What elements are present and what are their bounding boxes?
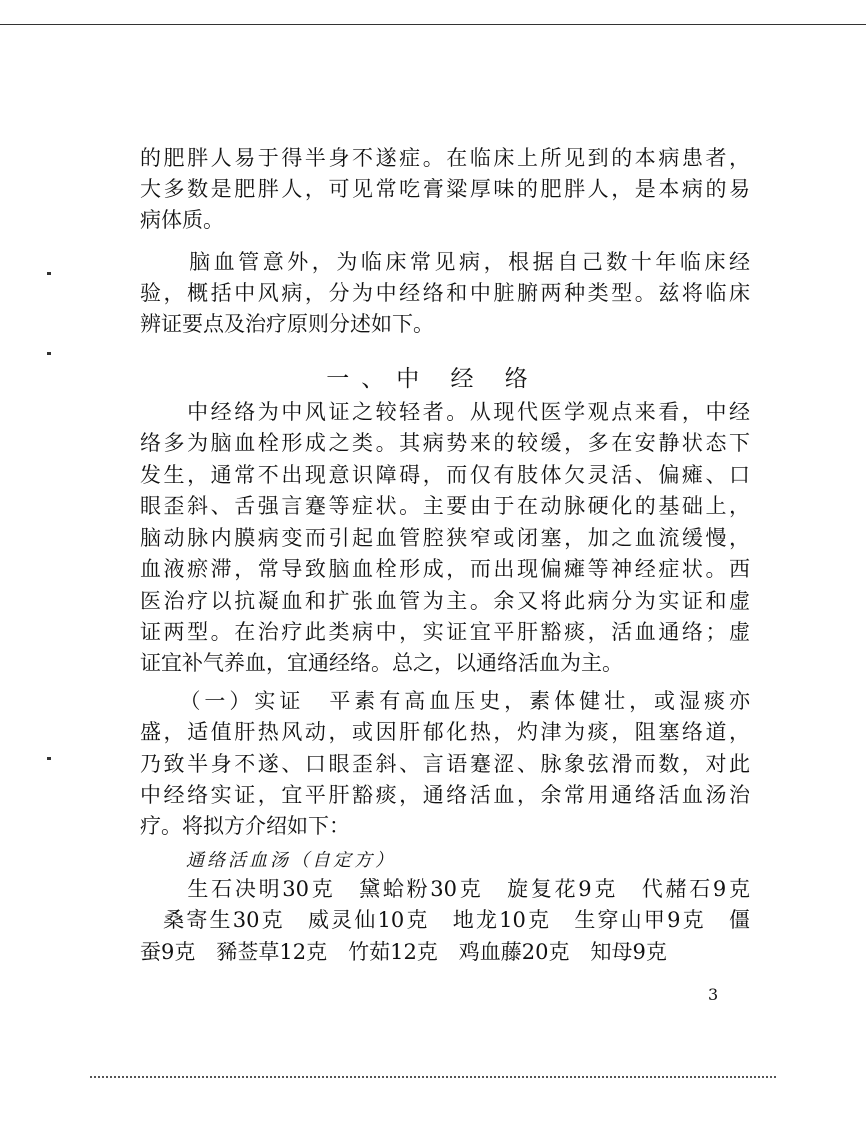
ingredient-line: 蚕9克 豨莶草12克 竹茹12克 鸡血藤20克 知母9克 bbox=[140, 940, 667, 964]
text-line: 大多数是肥胖人，可见常吃膏粱厚味的肥胖人，是本病的易 bbox=[140, 177, 750, 201]
scan-mark bbox=[47, 757, 51, 760]
text-line: 病体质。 bbox=[140, 208, 224, 232]
text-line: 乃致半身不遂、口眼歪斜、言语蹇涩、脉象弦滑而数，对此 bbox=[140, 752, 750, 776]
ingredient-line: 生石决明30克 黛蛤粉30克 旋复花9克 代赭石9克 bbox=[140, 877, 750, 901]
ingredient-line: 桑寄生30克 威灵仙10克 地龙10克 生穿山甲9克 僵 bbox=[140, 908, 750, 932]
page-number: 3 bbox=[708, 985, 719, 1004]
text-line: 发生，通常不出现意识障碍，而仅有肢体欠灵活、偏瘫、口 bbox=[140, 463, 750, 487]
text-line: 中经络实证，宜平肝豁痰，通络活血，余常用通络活血汤治 bbox=[140, 783, 750, 807]
bottom-rule bbox=[90, 1076, 776, 1078]
top-rule bbox=[0, 24, 866, 25]
scan-mark bbox=[47, 272, 51, 275]
scan-mark bbox=[47, 352, 51, 355]
text-line: 血液瘀滞，常导致脑血栓形成，而出现偏瘫等神经症状。西 bbox=[140, 557, 750, 581]
text-line: 脑血管意外，为临床常见病，根据自己数十年临床经 bbox=[140, 250, 750, 274]
text-line: 疗。将拟方介绍如下： bbox=[140, 814, 350, 838]
text-line: 眼歪斜、舌强言蹇等症状。主要由于在动脉硬化的基础上， bbox=[140, 494, 750, 518]
text-line: 的肥胖人易于得半身不遂症。在临床上所见到的本病患者， bbox=[140, 146, 750, 170]
text-line: 医治疗以抗凝血和扩张血管为主。余又将此病分为实证和虚 bbox=[140, 589, 750, 613]
text-line: 验，概括中风病，分为中经络和中脏腑两种类型。兹将临床 bbox=[140, 281, 750, 305]
text-line: 中经络为中风证之较轻者。从现代医学观点来看，中经 bbox=[140, 400, 750, 424]
text-line: 证宜补气养血，宜通经络。总之，以通络活血为主。 bbox=[140, 651, 623, 675]
recipe-title: 通络活血汤（自定方） bbox=[186, 850, 396, 871]
text-line: 辨证要点及治疗原则分述如下。 bbox=[140, 312, 434, 336]
section-heading: 一、中 经 络 bbox=[326, 366, 540, 392]
text-line: 证两型。在治疗此类病中，实证宜平肝豁痰，活血通络；虚 bbox=[140, 620, 750, 644]
text-line: 盛，适值肝热风动，或因肝郁化热，灼津为痰，阻塞络道， bbox=[140, 720, 750, 744]
text-line: 脑动脉内膜病变而引起血管腔狭窄或闭塞，加之血流缓慢， bbox=[140, 526, 750, 550]
text-line: 络多为脑血栓形成之类。其病势来的较缓，多在安静状态下 bbox=[140, 431, 750, 455]
text-line: （一）实证 平素有高血压史，素体健壮，或湿痰亦 bbox=[140, 689, 750, 713]
